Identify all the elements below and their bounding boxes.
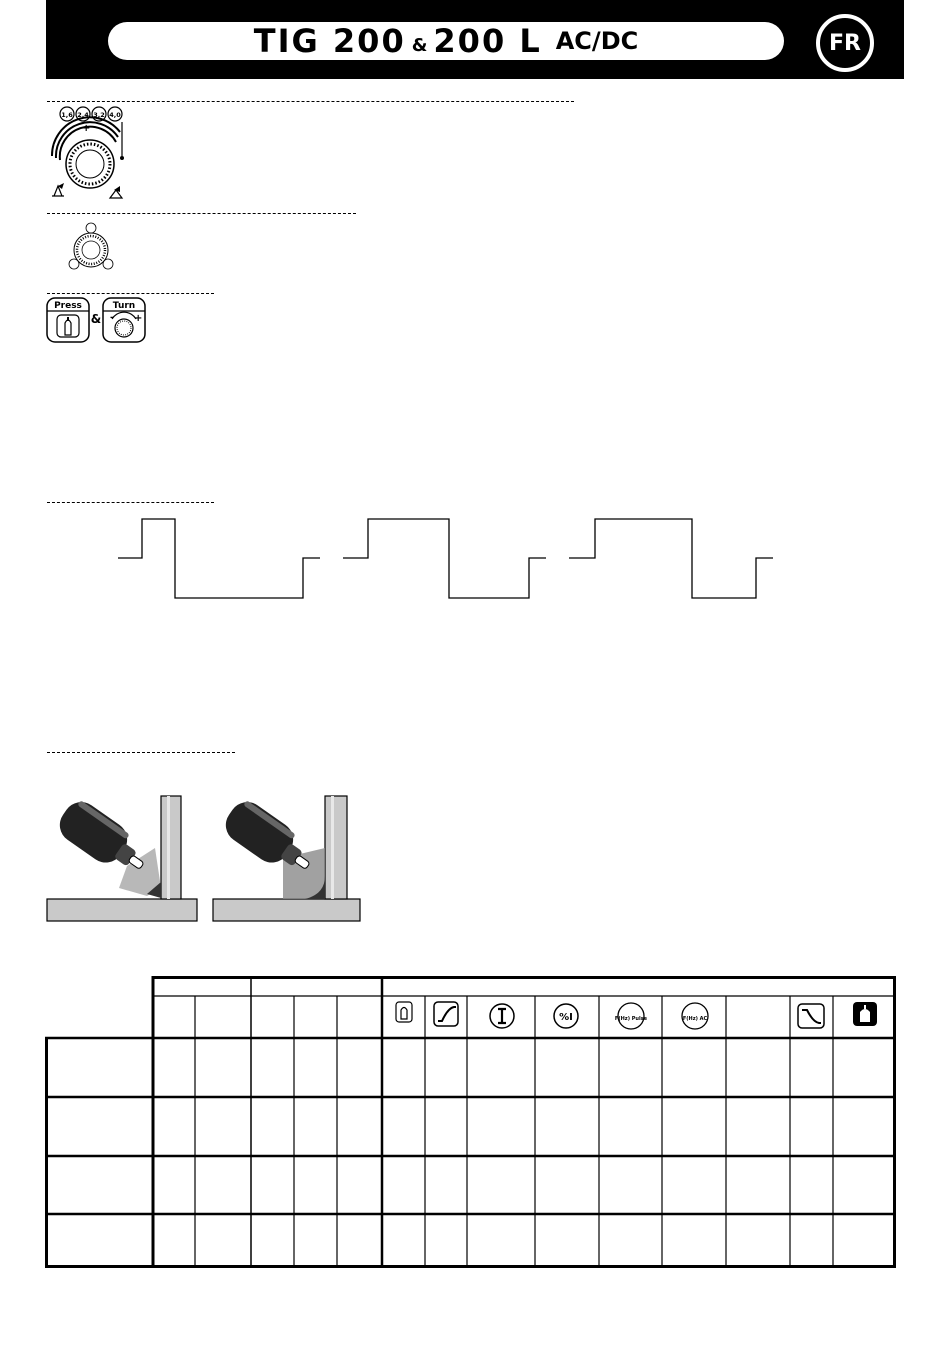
gas-bottle-icon — [396, 1002, 412, 1022]
ac-frequency-label: F(Hz) AC — [682, 1016, 708, 1022]
turn-label: Turn — [112, 301, 136, 311]
waveform-3 — [569, 519, 773, 598]
turn-plus: + — [134, 313, 143, 324]
title-ampersand: & — [411, 35, 428, 56]
electrode-size-2: 2,4 — [77, 111, 89, 119]
waveform-1 — [118, 519, 320, 598]
waveform-2 — [343, 519, 546, 598]
electrode-size-4: 4,0 — [109, 111, 121, 119]
language-badge: FR — [816, 14, 874, 72]
electrode-size-1: 1,6 — [61, 111, 73, 119]
title-model: TIG 200 — [253, 22, 406, 60]
electrode-size-3: 3,2 — [93, 111, 105, 119]
torch-illustration-2 — [213, 796, 360, 923]
turn-minus: - — [110, 313, 114, 323]
upslope-icon — [434, 1002, 458, 1026]
pulse-frequency-label: F(Hz) Pulse — [614, 1016, 648, 1022]
title-model-l: 200 L — [433, 22, 542, 60]
current-icon — [490, 1004, 514, 1028]
title-acdc: AC/DC — [555, 27, 639, 55]
post-gas-icon — [853, 1002, 877, 1026]
press-turn-ampersand: & — [90, 312, 102, 326]
section-divider — [47, 752, 235, 753]
svg-text:%I: %I — [559, 1012, 573, 1023]
torch-illustration-1 — [47, 796, 197, 923]
dial-plus-sign: + — [82, 123, 91, 134]
parameter-table — [45, 976, 896, 1268]
downslope-icon — [798, 1004, 824, 1028]
press-label: Press — [54, 301, 82, 311]
